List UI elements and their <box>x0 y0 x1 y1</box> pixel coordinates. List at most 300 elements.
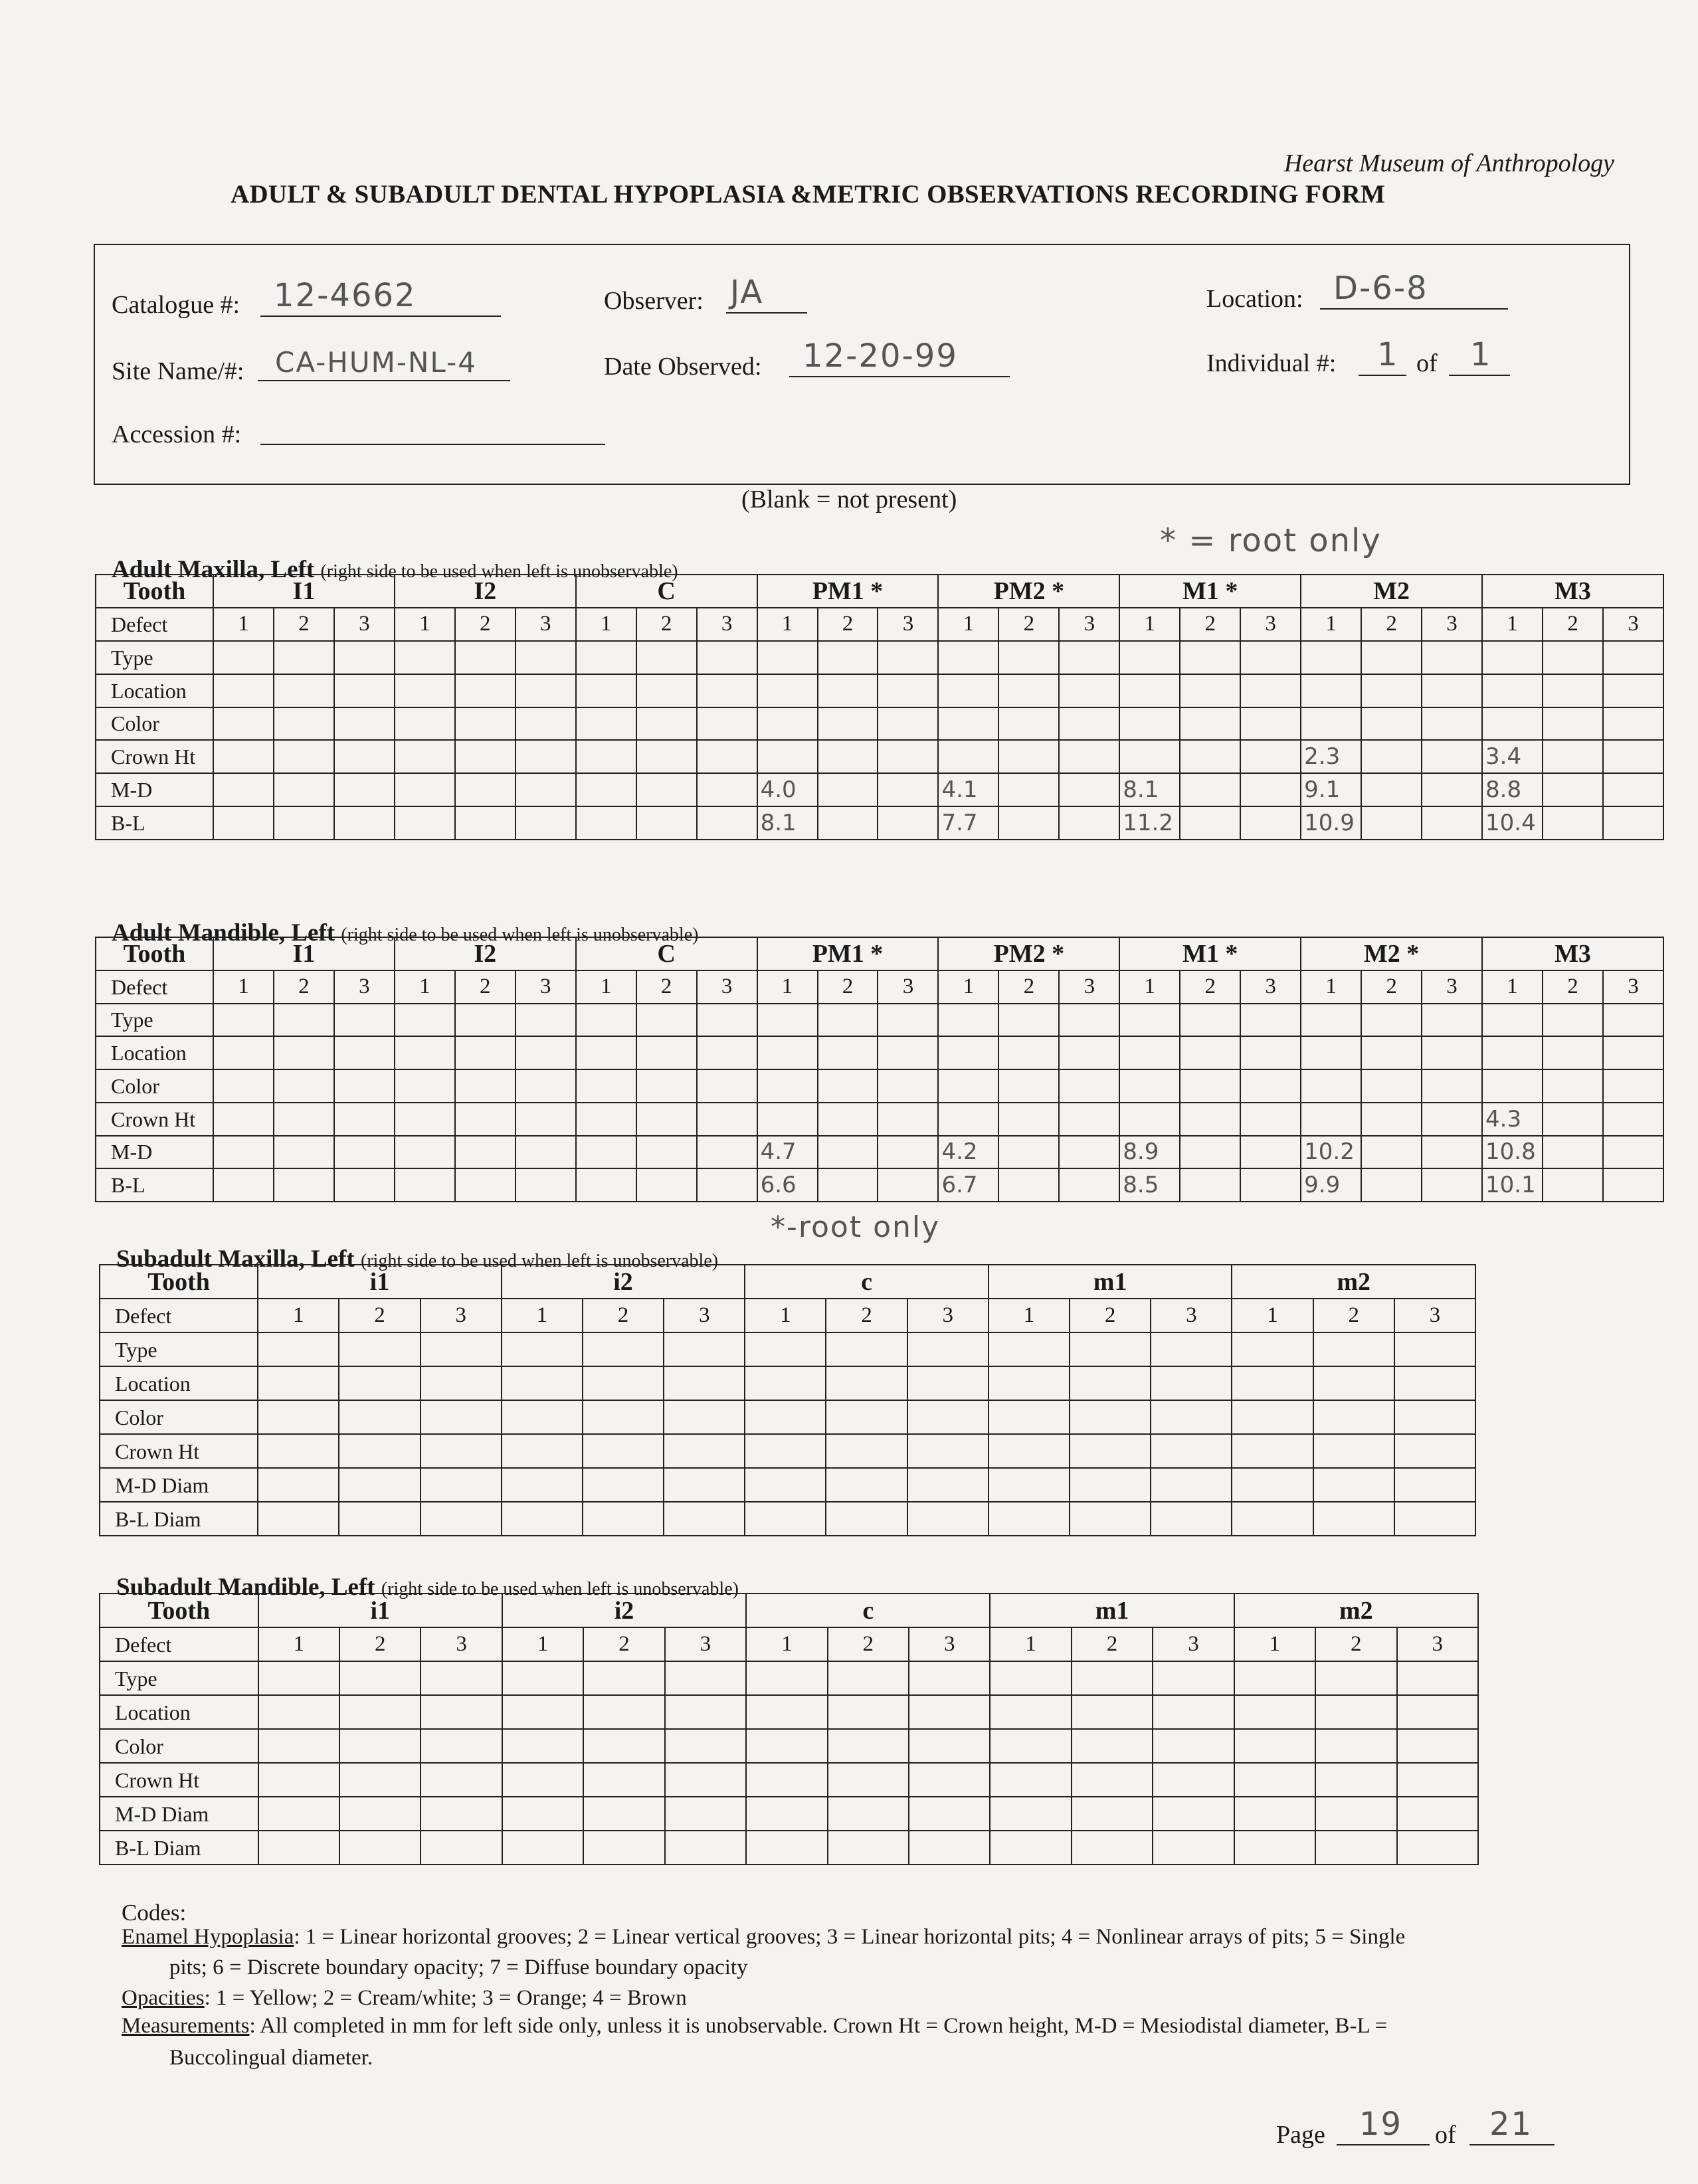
data-cell[interactable] <box>1543 1036 1603 1069</box>
data-cell[interactable] <box>213 740 274 773</box>
data-cell[interactable] <box>1232 1434 1313 1468</box>
data-cell[interactable] <box>998 773 1059 806</box>
data-cell[interactable] <box>1313 1332 1394 1366</box>
data-cell[interactable] <box>1361 1103 1422 1136</box>
data-cell[interactable] <box>1119 1036 1180 1069</box>
data-cell[interactable] <box>990 1729 1071 1763</box>
data-cell[interactable] <box>516 740 576 773</box>
data-cell[interactable] <box>502 1831 583 1865</box>
data-cell[interactable] <box>1422 641 1482 674</box>
data-cell[interactable] <box>576 1069 636 1103</box>
data-cell[interactable] <box>334 1136 395 1169</box>
data-cell[interactable] <box>1072 1661 1153 1695</box>
measurement-cell[interactable]: 10.1 <box>1482 1168 1543 1202</box>
data-cell[interactable] <box>664 1468 745 1502</box>
data-cell[interactable] <box>745 1502 826 1536</box>
data-cell[interactable] <box>395 1069 455 1103</box>
data-cell[interactable] <box>502 1729 583 1763</box>
data-cell[interactable] <box>1482 1036 1543 1069</box>
data-cell[interactable] <box>745 1366 826 1400</box>
data-cell[interactable] <box>455 1036 516 1069</box>
data-cell[interactable] <box>502 1468 583 1502</box>
data-cell[interactable] <box>1422 1036 1482 1069</box>
data-cell[interactable] <box>1232 1400 1313 1434</box>
data-cell[interactable] <box>1119 674 1180 707</box>
data-cell[interactable] <box>1153 1729 1234 1763</box>
data-cell[interactable] <box>339 1763 421 1797</box>
data-cell[interactable] <box>1059 1136 1119 1169</box>
data-cell[interactable] <box>665 1763 746 1797</box>
data-cell[interactable] <box>1234 1797 1315 1831</box>
data-cell[interactable] <box>1059 707 1119 741</box>
data-cell[interactable] <box>818 740 878 773</box>
data-cell[interactable] <box>1180 773 1240 806</box>
data-cell[interactable] <box>989 1434 1070 1468</box>
data-cell[interactable] <box>1180 641 1240 674</box>
measurement-cell[interactable]: 10.9 <box>1301 806 1361 840</box>
data-cell[interactable] <box>1119 1103 1180 1136</box>
data-cell[interactable] <box>1234 1695 1315 1729</box>
data-cell[interactable] <box>828 1763 909 1797</box>
data-cell[interactable] <box>1315 1797 1396 1831</box>
data-cell[interactable] <box>583 1661 664 1695</box>
data-cell[interactable] <box>583 1468 664 1502</box>
data-cell[interactable] <box>213 1136 274 1169</box>
data-cell[interactable] <box>1397 1831 1478 1865</box>
measurement-cell[interactable]: 4.7 <box>757 1136 818 1169</box>
data-cell[interactable] <box>1151 1434 1232 1468</box>
data-cell[interactable] <box>1394 1468 1475 1502</box>
data-cell[interactable] <box>1422 773 1482 806</box>
measurement-cell[interactable]: 6.6 <box>757 1168 818 1202</box>
data-cell[interactable] <box>516 707 576 741</box>
data-cell[interactable] <box>334 1103 395 1136</box>
data-cell[interactable] <box>1422 1168 1482 1202</box>
data-cell[interactable] <box>1151 1468 1232 1502</box>
data-cell[interactable] <box>1070 1434 1151 1468</box>
date-field[interactable] <box>789 337 1010 377</box>
data-cell[interactable] <box>1482 1069 1543 1103</box>
data-cell[interactable] <box>665 1831 746 1865</box>
data-cell[interactable] <box>502 1332 583 1366</box>
data-cell[interactable] <box>878 1168 938 1202</box>
data-cell[interactable] <box>1240 707 1301 741</box>
data-cell[interactable] <box>636 1004 697 1037</box>
data-cell[interactable] <box>339 1366 420 1400</box>
data-cell[interactable] <box>1072 1729 1153 1763</box>
data-cell[interactable] <box>818 674 878 707</box>
data-cell[interactable] <box>1119 707 1180 741</box>
data-cell[interactable] <box>878 806 938 840</box>
data-cell[interactable] <box>516 1036 576 1069</box>
data-cell[interactable] <box>1232 1468 1313 1502</box>
data-cell[interactable] <box>664 1366 745 1400</box>
data-cell[interactable] <box>878 707 938 741</box>
data-cell[interactable] <box>818 1004 878 1037</box>
data-cell[interactable] <box>1603 1004 1663 1037</box>
data-cell[interactable] <box>745 1468 826 1502</box>
data-cell[interactable] <box>1240 1103 1301 1136</box>
data-cell[interactable] <box>339 1332 420 1366</box>
data-cell[interactable] <box>990 1661 1071 1695</box>
data-cell[interactable] <box>1315 1729 1396 1763</box>
data-cell[interactable] <box>1422 1004 1482 1037</box>
data-cell[interactable] <box>258 1661 339 1695</box>
measurement-cell[interactable]: 3.4 <box>1482 740 1543 773</box>
data-cell[interactable] <box>909 1695 990 1729</box>
data-cell[interactable] <box>455 707 516 741</box>
data-cell[interactable] <box>421 1366 502 1400</box>
data-cell[interactable] <box>258 1366 339 1400</box>
data-cell[interactable] <box>1072 1797 1153 1831</box>
data-cell[interactable] <box>878 1136 938 1169</box>
data-cell[interactable] <box>697 1136 757 1169</box>
data-cell[interactable] <box>395 773 455 806</box>
data-cell[interactable] <box>1397 1695 1478 1729</box>
data-cell[interactable] <box>697 1036 757 1069</box>
data-cell[interactable] <box>989 1400 1070 1434</box>
data-cell[interactable] <box>1059 773 1119 806</box>
data-cell[interactable] <box>516 1168 576 1202</box>
data-cell[interactable] <box>258 1797 339 1831</box>
data-cell[interactable] <box>1361 1069 1422 1103</box>
data-cell[interactable] <box>516 1004 576 1037</box>
data-cell[interactable] <box>421 1400 502 1434</box>
data-cell[interactable] <box>1180 1036 1240 1069</box>
data-cell[interactable] <box>1361 1168 1422 1202</box>
data-cell[interactable] <box>907 1502 989 1536</box>
data-cell[interactable] <box>636 1069 697 1103</box>
measurement-cell[interactable]: 2.3 <box>1301 740 1361 773</box>
data-cell[interactable] <box>907 1332 989 1366</box>
data-cell[interactable] <box>1603 740 1663 773</box>
data-cell[interactable] <box>1422 1136 1482 1169</box>
observer-field[interactable] <box>726 274 807 314</box>
data-cell[interactable] <box>1397 1729 1478 1763</box>
data-cell[interactable] <box>1422 707 1482 741</box>
data-cell[interactable] <box>636 806 697 840</box>
data-cell[interactable] <box>1070 1502 1151 1536</box>
data-cell[interactable] <box>1603 773 1663 806</box>
data-cell[interactable] <box>998 707 1059 741</box>
data-cell[interactable] <box>998 1036 1059 1069</box>
data-cell[interactable] <box>1119 1069 1180 1103</box>
data-cell[interactable] <box>664 1434 745 1468</box>
data-cell[interactable] <box>395 641 455 674</box>
data-cell[interactable] <box>576 740 636 773</box>
data-cell[interactable] <box>828 1729 909 1763</box>
data-cell[interactable] <box>274 1004 334 1037</box>
data-cell[interactable] <box>583 1434 664 1468</box>
data-cell[interactable] <box>998 806 1059 840</box>
data-cell[interactable] <box>1543 806 1603 840</box>
data-cell[interactable] <box>1313 1502 1394 1536</box>
data-cell[interactable] <box>636 1103 697 1136</box>
data-cell[interactable] <box>583 1729 664 1763</box>
data-cell[interactable] <box>583 1797 664 1831</box>
page-total-field[interactable] <box>1469 2107 1555 2145</box>
data-cell[interactable] <box>1240 1168 1301 1202</box>
data-cell[interactable] <box>516 806 576 840</box>
data-cell[interactable] <box>1603 1069 1663 1103</box>
data-cell[interactable] <box>1394 1502 1475 1536</box>
data-cell[interactable] <box>938 740 998 773</box>
measurement-cell[interactable]: 4.0 <box>757 773 818 806</box>
data-cell[interactable] <box>395 1004 455 1037</box>
data-cell[interactable] <box>1180 1103 1240 1136</box>
data-cell[interactable] <box>990 1797 1071 1831</box>
data-cell[interactable] <box>636 1168 697 1202</box>
measurement-cell[interactable]: 8.1 <box>1119 773 1180 806</box>
data-cell[interactable] <box>1543 740 1603 773</box>
data-cell[interactable] <box>990 1695 1071 1729</box>
data-cell[interactable] <box>213 641 274 674</box>
data-cell[interactable] <box>938 1069 998 1103</box>
data-cell[interactable] <box>909 1661 990 1695</box>
data-cell[interactable] <box>455 1069 516 1103</box>
measurement-cell[interactable]: 10.4 <box>1482 806 1543 840</box>
data-cell[interactable] <box>878 1036 938 1069</box>
data-cell[interactable] <box>818 1136 878 1169</box>
data-cell[interactable] <box>1313 1434 1394 1468</box>
data-cell[interactable] <box>395 1036 455 1069</box>
data-cell[interactable] <box>1543 773 1603 806</box>
data-cell[interactable] <box>1397 1763 1478 1797</box>
data-cell[interactable] <box>665 1695 746 1729</box>
data-cell[interactable] <box>576 1036 636 1069</box>
measurement-cell[interactable]: 11.2 <box>1119 806 1180 840</box>
data-cell[interactable] <box>455 1168 516 1202</box>
data-cell[interactable] <box>1482 641 1543 674</box>
data-cell[interactable] <box>583 1763 664 1797</box>
data-cell[interactable] <box>274 806 334 840</box>
data-cell[interactable] <box>502 1763 583 1797</box>
data-cell[interactable] <box>998 1136 1059 1169</box>
data-cell[interactable] <box>998 641 1059 674</box>
data-cell[interactable] <box>339 1831 421 1865</box>
data-cell[interactable] <box>989 1502 1070 1536</box>
data-cell[interactable] <box>421 1695 502 1729</box>
data-cell[interactable] <box>395 1168 455 1202</box>
data-cell[interactable] <box>1232 1366 1313 1400</box>
measurement-cell[interactable]: 4.3 <box>1482 1103 1543 1136</box>
accession-field[interactable] <box>260 416 605 445</box>
data-cell[interactable] <box>213 1069 274 1103</box>
data-cell[interactable] <box>938 1036 998 1069</box>
data-cell[interactable] <box>1151 1332 1232 1366</box>
data-cell[interactable] <box>274 1168 334 1202</box>
data-cell[interactable] <box>576 1168 636 1202</box>
data-cell[interactable] <box>909 1831 990 1865</box>
data-cell[interactable] <box>1234 1661 1315 1695</box>
data-cell[interactable] <box>516 674 576 707</box>
individual-field[interactable] <box>1359 336 1406 376</box>
data-cell[interactable] <box>1361 773 1422 806</box>
data-cell[interactable] <box>455 674 516 707</box>
data-cell[interactable] <box>502 1400 583 1434</box>
data-cell[interactable] <box>1361 1136 1422 1169</box>
data-cell[interactable] <box>1301 1069 1361 1103</box>
data-cell[interactable] <box>576 674 636 707</box>
data-cell[interactable] <box>502 1661 583 1695</box>
data-cell[interactable] <box>1059 674 1119 707</box>
data-cell[interactable] <box>1313 1468 1394 1502</box>
data-cell[interactable] <box>1394 1366 1475 1400</box>
data-cell[interactable] <box>1394 1332 1475 1366</box>
measurement-cell[interactable]: 8.9 <box>1119 1136 1180 1169</box>
data-cell[interactable] <box>878 1004 938 1037</box>
data-cell[interactable] <box>1315 1695 1396 1729</box>
measurement-cell[interactable]: 8.8 <box>1482 773 1543 806</box>
data-cell[interactable] <box>757 740 818 773</box>
data-cell[interactable] <box>455 1103 516 1136</box>
data-cell[interactable] <box>258 1400 339 1434</box>
data-cell[interactable] <box>1180 806 1240 840</box>
data-cell[interactable] <box>1394 1400 1475 1434</box>
data-cell[interactable] <box>1232 1502 1313 1536</box>
data-cell[interactable] <box>989 1366 1070 1400</box>
data-cell[interactable] <box>1232 1332 1313 1366</box>
data-cell[interactable] <box>274 1069 334 1103</box>
location-field[interactable] <box>1320 270 1508 310</box>
data-cell[interactable] <box>1482 1004 1543 1037</box>
data-cell[interactable] <box>989 1332 1070 1366</box>
measurement-cell[interactable]: 9.9 <box>1301 1168 1361 1202</box>
data-cell[interactable] <box>1180 1069 1240 1103</box>
data-cell[interactable] <box>907 1400 989 1434</box>
data-cell[interactable] <box>746 1695 827 1729</box>
data-cell[interactable] <box>1240 1069 1301 1103</box>
data-cell[interactable] <box>697 1103 757 1136</box>
data-cell[interactable] <box>395 806 455 840</box>
data-cell[interactable] <box>697 707 757 741</box>
data-cell[interactable] <box>757 641 818 674</box>
data-cell[interactable] <box>998 674 1059 707</box>
data-cell[interactable] <box>1313 1366 1394 1400</box>
data-cell[interactable] <box>1059 1036 1119 1069</box>
data-cell[interactable] <box>421 1831 502 1865</box>
data-cell[interactable] <box>339 1797 421 1831</box>
data-cell[interactable] <box>1153 1797 1234 1831</box>
data-cell[interactable] <box>826 1332 907 1366</box>
data-cell[interactable] <box>757 1069 818 1103</box>
data-cell[interactable] <box>1180 1136 1240 1169</box>
data-cell[interactable] <box>1240 674 1301 707</box>
data-cell[interactable] <box>502 1695 583 1729</box>
data-cell[interactable] <box>697 641 757 674</box>
data-cell[interactable] <box>1361 641 1422 674</box>
data-cell[interactable] <box>818 1036 878 1069</box>
data-cell[interactable] <box>1180 1004 1240 1037</box>
measurement-cell[interactable]: 4.1 <box>938 773 998 806</box>
data-cell[interactable] <box>213 674 274 707</box>
data-cell[interactable] <box>395 1136 455 1169</box>
data-cell[interactable] <box>1315 1763 1396 1797</box>
data-cell[interactable] <box>1482 674 1543 707</box>
data-cell[interactable] <box>1059 641 1119 674</box>
data-cell[interactable] <box>746 1797 827 1831</box>
data-cell[interactable] <box>697 1069 757 1103</box>
data-cell[interactable] <box>878 740 938 773</box>
data-cell[interactable] <box>907 1434 989 1468</box>
data-cell[interactable] <box>516 1103 576 1136</box>
data-cell[interactable] <box>1301 1004 1361 1037</box>
data-cell[interactable] <box>1422 1103 1482 1136</box>
data-cell[interactable] <box>636 1036 697 1069</box>
data-cell[interactable] <box>502 1502 583 1536</box>
measurement-cell[interactable]: 9.1 <box>1301 773 1361 806</box>
data-cell[interactable] <box>213 773 274 806</box>
data-cell[interactable] <box>636 641 697 674</box>
data-cell[interactable] <box>1543 641 1603 674</box>
data-cell[interactable] <box>757 707 818 741</box>
data-cell[interactable] <box>746 1729 827 1763</box>
data-cell[interactable] <box>746 1831 827 1865</box>
data-cell[interactable] <box>1301 1103 1361 1136</box>
data-cell[interactable] <box>907 1366 989 1400</box>
data-cell[interactable] <box>1543 1136 1603 1169</box>
page-field[interactable] <box>1337 2107 1430 2145</box>
data-cell[interactable] <box>1240 773 1301 806</box>
data-cell[interactable] <box>421 1797 502 1831</box>
data-cell[interactable] <box>1361 740 1422 773</box>
data-cell[interactable] <box>421 1729 502 1763</box>
data-cell[interactable] <box>213 806 274 840</box>
data-cell[interactable] <box>909 1763 990 1797</box>
data-cell[interactable] <box>998 1069 1059 1103</box>
data-cell[interactable] <box>826 1366 907 1400</box>
data-cell[interactable] <box>664 1332 745 1366</box>
data-cell[interactable] <box>826 1400 907 1434</box>
data-cell[interactable] <box>334 641 395 674</box>
data-cell[interactable] <box>395 674 455 707</box>
data-cell[interactable] <box>636 707 697 741</box>
data-cell[interactable] <box>1240 1136 1301 1169</box>
data-cell[interactable] <box>1543 674 1603 707</box>
data-cell[interactable] <box>1059 1103 1119 1136</box>
data-cell[interactable] <box>1397 1661 1478 1695</box>
data-cell[interactable] <box>907 1468 989 1502</box>
data-cell[interactable] <box>818 707 878 741</box>
data-cell[interactable] <box>1153 1661 1234 1695</box>
data-cell[interactable] <box>998 740 1059 773</box>
data-cell[interactable] <box>745 1400 826 1434</box>
data-cell[interactable] <box>455 1136 516 1169</box>
data-cell[interactable] <box>1422 1069 1482 1103</box>
data-cell[interactable] <box>1603 641 1663 674</box>
data-cell[interactable] <box>1240 1036 1301 1069</box>
data-cell[interactable] <box>1482 707 1543 741</box>
data-cell[interactable] <box>1422 740 1482 773</box>
data-cell[interactable] <box>583 1332 664 1366</box>
data-cell[interactable] <box>1151 1366 1232 1400</box>
data-cell[interactable] <box>576 773 636 806</box>
data-cell[interactable] <box>274 740 334 773</box>
data-cell[interactable] <box>583 1400 664 1434</box>
data-cell[interactable] <box>258 1763 339 1797</box>
data-cell[interactable] <box>1070 1332 1151 1366</box>
data-cell[interactable] <box>258 1468 339 1502</box>
data-cell[interactable] <box>697 1168 757 1202</box>
data-cell[interactable] <box>274 773 334 806</box>
data-cell[interactable] <box>1072 1695 1153 1729</box>
data-cell[interactable] <box>757 1103 818 1136</box>
measurement-cell[interactable]: 10.2 <box>1301 1136 1361 1169</box>
measurement-cell[interactable]: 6.7 <box>938 1168 998 1202</box>
data-cell[interactable] <box>339 1729 421 1763</box>
data-cell[interactable] <box>828 1661 909 1695</box>
individual-total-field[interactable] <box>1449 336 1510 376</box>
